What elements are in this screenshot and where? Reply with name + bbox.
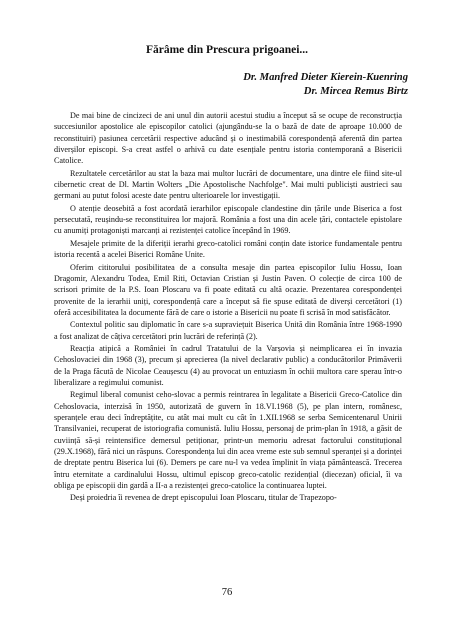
page-number: 76 <box>221 587 233 598</box>
paragraph: Mesajele primite de la diferiții ierarhi greco-catolici români conțin date istorice fundamentale pentru istoria recentă a acelei Biserici Române Unite. <box>54 238 402 260</box>
paragraph: Deși proiedria îi revenea de drept episcopului Ioan Ploscaru, titular de Trapezopo- <box>70 493 337 503</box>
paragraph: Reacția atipică a României în cadrul Tratatului de la Varșovia și neimplicarea ei în invazia Cehoslovaciei din 1968 (3), precum și aprecierea (la nivel declarativ public) a conducătorilor Primăverii de la Praga făcută de Nicolae Ceaușescu (4) au provocat un entuziasm în ochii multora care sperau într-o liberalizare a regimului comunist. <box>54 344 402 387</box>
paragraph: Regimul liberal comunist ceho-slovac a permis reintrarea în legalitate a Bisericii Greco-Catolice din Cehoslovacia, interzisă în 1950, autorizată de guvern în 18.VI.1968 (5), pe plan intern, românesc, speranțele erau deci îndreptățite, cu atât mai mult cu cât în 1.XII.1968 se serba Semicentenarul Unirii Transilvaniei, recuperat de istoriografia comunistă. Iuliu Hossu, personaj de prim-plan în 1918, a găsit de cuviință să-și reintensifice demersul petiționar, printr-un memoriu adresat factorului constituțional (29.X.1968), fără nici un răspuns. Corespondența lui din acea vreme este sub semnul speranței și a dorinței de dreptate pentru Biserica lui (6). Demers pe care nu-l va vedea împlinit în viața pământească. Trecerea întru eternitate a cardinalului Hossu, ultimul episcop greco-catolic rezidențial (diecezan) oficial, îi va obliga pe episcopii din gardă a II-a a rezistenței greco-catolice la continuarea luptei. <box>54 390 402 490</box>
paragraph: De mai bine de cincizeci de ani unul din autorii acestui studiu a început să se ocupe de reconstrucția succesiunilor apostolice ale episcopilor catolici (ajungându-se la o bază de date de aproape 10.000 de reconstituiri) pasiunea cercetării respective aducând și o inestimabilă corespondență aferentă din partea diverșilor episcopi. S-a creat astfel o arhivă cu date esențiale pentru istoria contemporană a Bisericii Catolice. <box>54 111 402 166</box>
article-title: Fărâme din Prescura prigoanei... <box>145 44 309 56</box>
paragraph: Contextul politic sau diplomatic în care s-a supraviețuit Biserica Unită din România între 1968-1990 a fost analizat de câțiva cercetători prin lucrări de referință (2). <box>54 320 402 341</box>
author-2: Dr. Mircea Remus Birtz <box>303 86 408 97</box>
paragraph: Oferim cititorului posibilitatea de a consulta mesaje din partea episcopilor Iuliu Hossu, Ioan Dragomir, Alexandru Todea, Emil Riti, Octavian Cristian și Justin Paven. O colecție de circa 100 de scrisori primite de la P.S. Ioan Ploscaru va fi poate editată cu altă ocazie. Prezentarea corespondenței provenite de la ierarhii uniți, corespondență care a început să fie spuse editată de diverși cercetători (1) oferă accesibilitatea la documente fără de care o istorie a Bisericii nu poate fi scrisă în mod satisfăcător. <box>54 262 402 317</box>
paragraph: Rezultatele cercetărilor au stat la baza mai multor lucrări de documentare, una dintre ele fiind site-ul cibernetic creat de Dl. Martin Wolters „Die Apostolische Nachfolge". Mai multi publiciști austrieci sau germani au putut folosi aceste date pentru ulterioarele lor investigații. <box>54 168 402 201</box>
paragraph: O atenție deosebită a fost acordată ierarhilor episcopale clandestine din țările unde Biserica a fost persecutată, reușindu-se reconstituirea lor majoră. România a fost una din acele țări, contactele epistolare cu anumiți protagoniști marcanți ai rezistenței catolice începând în 1969. <box>54 203 402 236</box>
article-body <box>54 110 402 505</box>
author-1: Dr. Manfred Dieter Kierein-Kuenring <box>243 72 408 83</box>
